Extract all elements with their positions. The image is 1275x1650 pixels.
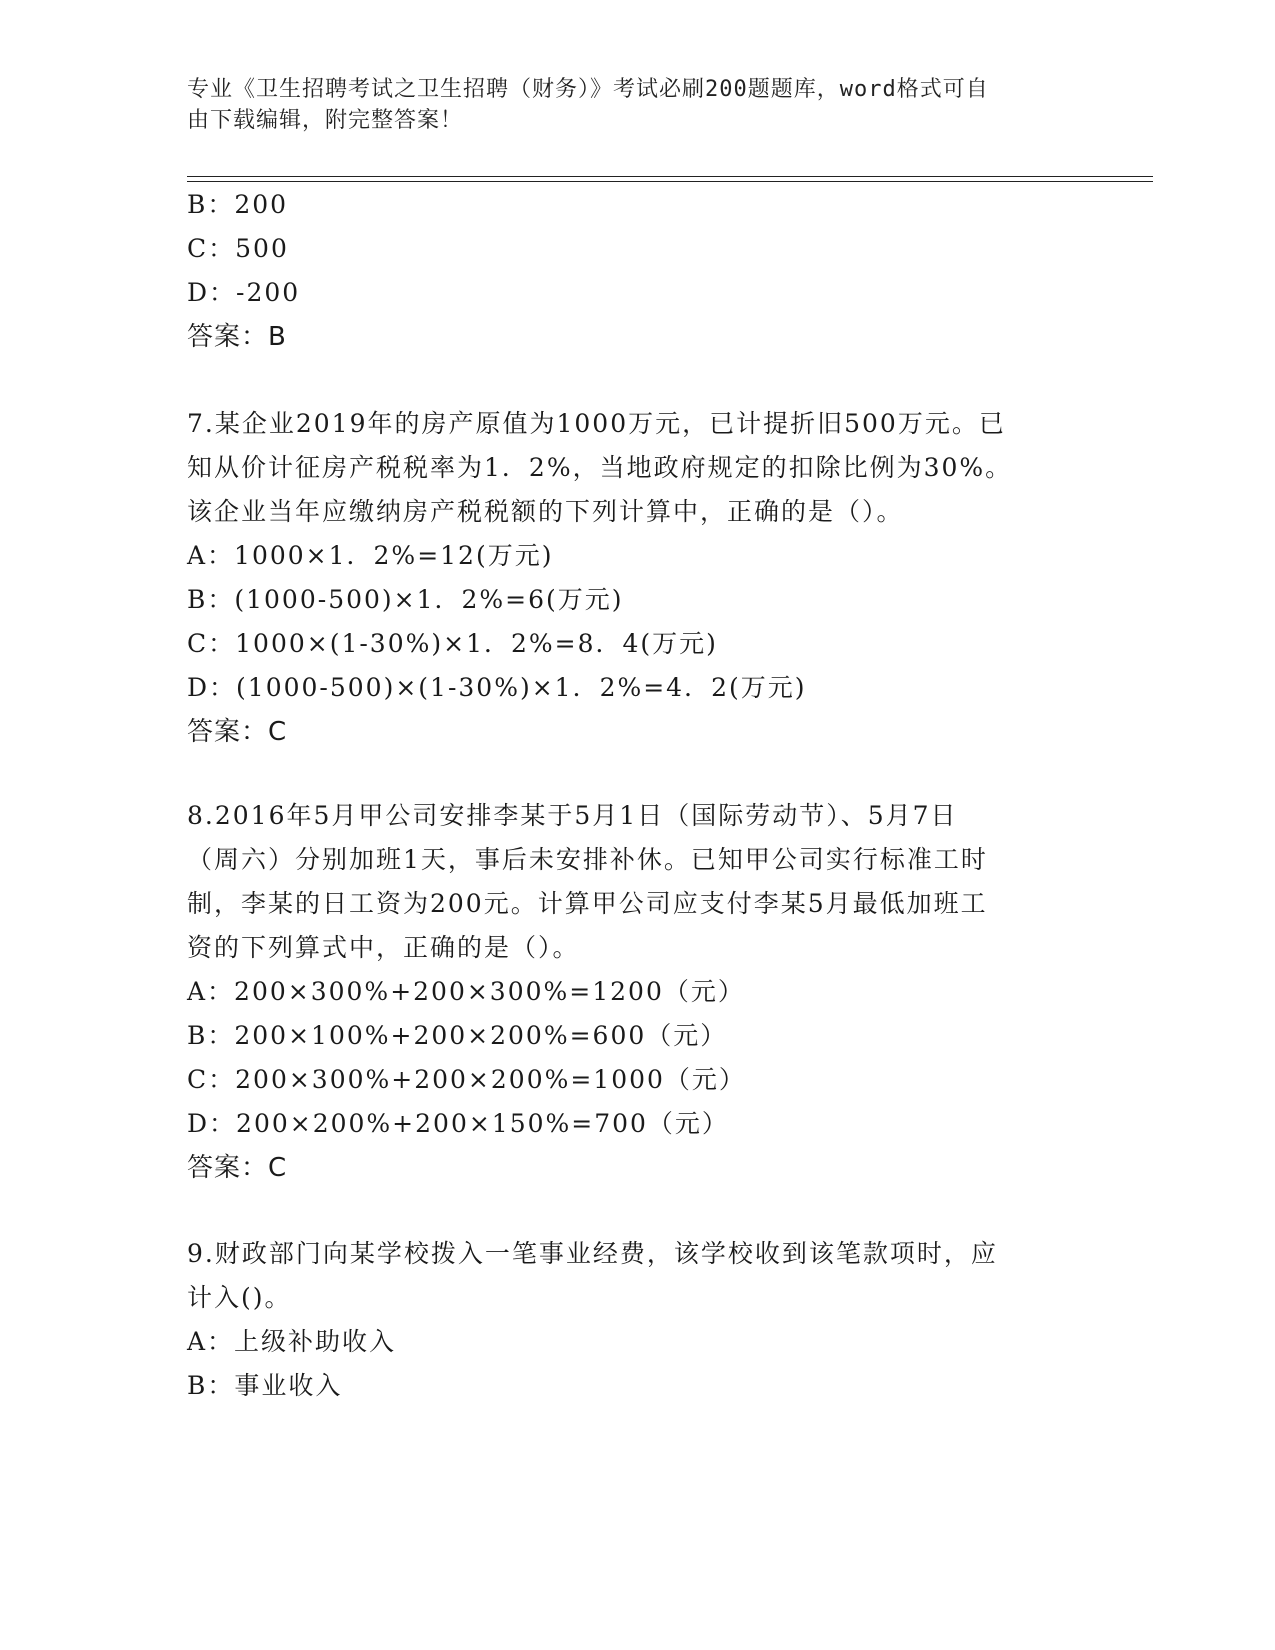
q6-answer: 答案：B — [187, 322, 287, 352]
q8-option-d: D：200×200%+200×150%=700（元） — [187, 1109, 729, 1138]
q8-stem-line-2: （周六）分别加班1天，事后未安排补休。已知甲公司实行标准工时 — [187, 845, 988, 874]
q8-option-b: B：200×100%+200×200%=600（元） — [187, 1021, 728, 1050]
q7-stem-line-2: 知从价计征房产税税率为1．2%，当地政府规定的扣除比例为30%。 — [187, 453, 1013, 482]
q8-stem-line-1: 8.2016年5月甲公司安排李某于5月1日（国际劳动节）、5月7日 — [187, 801, 958, 830]
header-line-1: 专业《卫生招聘考试之卫生招聘（财务）》考试必刷200题题库，word格式可自 — [187, 77, 989, 102]
q8-option-c: C：200×300%+200×200%=1000（元） — [187, 1065, 746, 1094]
q9-option-b: B：事业收入 — [187, 1371, 343, 1400]
q9-option-a: A：上级补助收入 — [187, 1327, 397, 1356]
q7-stem-line-1: 7.某企业2019年的房产原值为1000万元，已计提折旧500万元。已 — [187, 409, 1006, 438]
q9-stem-line-2: 计入()。 — [187, 1283, 292, 1312]
q8-stem-line-3: 制，李某的日工资为200元。计算甲公司应支付李某5月最低加班工 — [187, 889, 988, 918]
q8-option-a: A：200×300%+200×300%=1200（元） — [187, 977, 745, 1006]
document-header — [187, 74, 1067, 136]
q7-option-a: A：1000×1．2%=12(万元) — [187, 541, 554, 570]
q6-option-b: B：200 — [187, 190, 289, 219]
header-line-2: 由下载编辑，附完整答案！ — [187, 108, 464, 133]
header-rule-bottom — [187, 181, 1153, 182]
q7-option-b: B：(1000-500)×1．2%=6(万元) — [187, 585, 624, 614]
q8-answer: 答案：C — [187, 1153, 288, 1183]
q8-stem-line-4: 资的下列算式中，正确的是（）。 — [187, 933, 580, 962]
q7-option-d: D：(1000-500)×(1-30%)×1．2%=4．2(万元) — [187, 673, 807, 702]
q7-stem-line-3: 该企业当年应缴纳房产税税额的下列计算中，正确的是（）。 — [187, 497, 904, 526]
header-rule-top — [187, 176, 1153, 177]
q6-option-c: C：500 — [187, 234, 289, 263]
q6-option-d: D：-200 — [187, 278, 301, 307]
q7-option-c: C：1000×(1-30%)×1．2%=8．4(万元) — [187, 629, 718, 658]
q9-stem-line-1: 9.财政部门向某学校拨入一笔事业经费，该学校收到该笔款项时，应 — [187, 1239, 998, 1268]
q7-answer: 答案：C — [187, 717, 288, 747]
